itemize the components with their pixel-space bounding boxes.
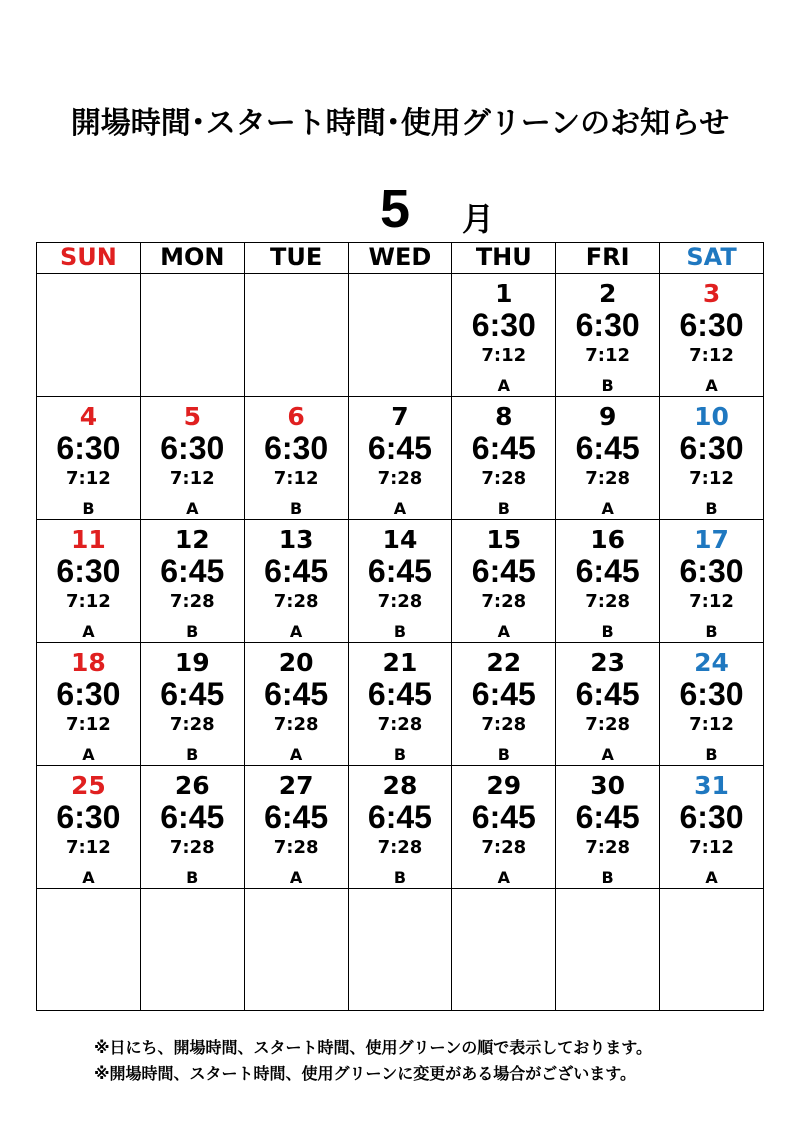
green-label: B [82, 499, 95, 518]
day-number: 5 [183, 402, 201, 431]
weekday-mon: MON [140, 243, 244, 274]
start-time: 7:28 [585, 837, 631, 858]
calendar-day-cell [556, 766, 660, 889]
calendar-day-cell [660, 643, 764, 766]
calendar-day-cell [140, 520, 244, 643]
calendar-day-cell [244, 520, 348, 643]
green-label: A [82, 622, 95, 641]
green-label: A [705, 376, 718, 395]
calendar-empty-cell [660, 889, 764, 1011]
start-time: 7:12 [66, 468, 111, 489]
opening-time: 6:45 [367, 799, 432, 835]
weekday-sat: SAT [660, 243, 764, 274]
month-number: 5 [380, 179, 411, 239]
green-label: B [601, 868, 614, 887]
start-time: 7:28 [169, 714, 215, 735]
opening-time: 6:45 [471, 799, 536, 835]
day-number: 13 [278, 525, 314, 554]
footnote-1: ※日にち、開場時間、スタート時間、使用グリーンの順で表示しております。 [94, 1038, 652, 1057]
day-number: 24 [694, 648, 729, 677]
footnotes [94, 1035, 652, 1087]
calendar-table [36, 242, 764, 1011]
calendar-empty-cell [244, 889, 348, 1011]
weekday-sun: SUN [37, 243, 141, 274]
opening-time: 6:45 [367, 553, 432, 589]
opening-time: 6:45 [264, 553, 329, 589]
day-number: 14 [382, 525, 418, 554]
start-time: 7:28 [481, 714, 527, 735]
day-number: 17 [694, 525, 729, 554]
weekday-thu: THU [452, 243, 556, 274]
calendar-day-cell [452, 520, 556, 643]
calendar-empty-cell [348, 889, 452, 1011]
day-number: 23 [590, 648, 626, 677]
start-time: 7:12 [66, 714, 111, 735]
day-number: 30 [590, 771, 626, 800]
calendar-day-cell [140, 766, 244, 889]
opening-time: 6:30 [575, 307, 640, 343]
day-number: 16 [590, 525, 626, 554]
day-number: 19 [174, 648, 210, 677]
green-label: A [289, 622, 303, 641]
start-time: 7:28 [169, 837, 215, 858]
calendar-day-cell [348, 520, 452, 643]
calendar-day-cell [37, 766, 141, 889]
opening-time: 6:45 [575, 430, 640, 466]
start-time: 7:28 [481, 837, 527, 858]
green-label: A [497, 376, 510, 395]
calendar-empty-cell [37, 274, 141, 397]
day-number: 1 [495, 279, 513, 308]
start-time: 7:12 [169, 468, 215, 489]
green-label: A [82, 868, 95, 887]
opening-time: 6:30 [679, 430, 744, 466]
start-time: 7:28 [585, 714, 631, 735]
calendar-day-cell [348, 397, 452, 520]
start-time: 7:12 [273, 468, 319, 489]
day-number: 10 [694, 402, 729, 431]
calendar-day-cell [556, 520, 660, 643]
opening-time: 6:30 [471, 307, 536, 343]
day-number: 26 [174, 771, 210, 800]
page-title: 開場時間･スタート時間･使用グリーンのお知らせ [70, 106, 730, 141]
green-label: A [289, 868, 303, 887]
start-time: 7:28 [377, 468, 423, 489]
calendar-day-cell [660, 766, 764, 889]
start-time: 7:28 [377, 714, 423, 735]
month-heading [0, 180, 800, 240]
green-label: B [601, 622, 614, 641]
opening-time: 6:30 [56, 676, 121, 712]
opening-time: 6:30 [264, 430, 329, 466]
opening-time: 6:45 [264, 676, 329, 712]
start-time: 7:12 [689, 468, 734, 489]
calendar-day-cell [37, 643, 141, 766]
opening-time: 6:30 [56, 430, 121, 466]
day-number: 31 [694, 771, 729, 800]
opening-time: 6:45 [367, 430, 432, 466]
start-time: 7:12 [481, 345, 527, 366]
green-label: B [497, 499, 510, 518]
opening-time: 6:45 [160, 553, 225, 589]
calendar-day-cell [660, 274, 764, 397]
weekday-tue: TUE [244, 243, 348, 274]
opening-time: 6:30 [56, 553, 121, 589]
day-number: 22 [486, 648, 522, 677]
month-unit: 月 [462, 200, 495, 238]
calendar-week-row [37, 889, 764, 1011]
start-time: 7:28 [585, 591, 631, 612]
green-label: A [82, 745, 95, 764]
calendar-day-cell [244, 643, 348, 766]
green-label: A [601, 499, 614, 518]
opening-time: 6:30 [160, 430, 225, 466]
day-number: 9 [598, 402, 617, 431]
opening-time: 6:45 [575, 799, 640, 835]
green-label: B [705, 745, 718, 764]
start-time: 7:28 [273, 714, 319, 735]
calendar-day-cell [244, 766, 348, 889]
calendar-week-row [37, 520, 764, 643]
calendar-week-row [37, 766, 764, 889]
day-number: 6 [287, 402, 305, 431]
start-time: 7:12 [689, 591, 734, 612]
green-label: A [393, 499, 407, 518]
start-time: 7:28 [481, 591, 527, 612]
calendar-day-cell [140, 643, 244, 766]
calendar-empty-cell [452, 889, 556, 1011]
green-label: B [290, 499, 303, 518]
opening-time: 6:45 [367, 676, 432, 712]
green-label: A [497, 868, 510, 887]
weekday-header-row [37, 243, 764, 274]
start-time: 7:12 [689, 837, 734, 858]
green-label: A [186, 499, 199, 518]
green-label: B [705, 499, 718, 518]
calendar-day-cell [37, 520, 141, 643]
day-number: 18 [71, 648, 106, 677]
day-number: 21 [382, 648, 418, 677]
green-label: B [186, 622, 199, 641]
day-number: 3 [702, 279, 721, 308]
calendar-week-row [37, 643, 764, 766]
opening-time: 6:45 [471, 553, 536, 589]
start-time: 7:12 [689, 345, 734, 366]
start-time: 7:12 [585, 345, 631, 366]
green-label: B [497, 745, 510, 764]
calendar-day-cell [452, 397, 556, 520]
opening-time: 6:30 [56, 799, 121, 835]
calendar-day-cell [452, 643, 556, 766]
start-time: 7:28 [481, 468, 527, 489]
calendar-week-row [37, 397, 764, 520]
day-number: 25 [71, 771, 106, 800]
weekday-wed: WED [348, 243, 452, 274]
green-label: A [289, 745, 303, 764]
day-number: 20 [278, 648, 314, 677]
calendar-day-cell [140, 397, 244, 520]
opening-time: 6:45 [575, 553, 640, 589]
opening-time: 6:45 [160, 676, 225, 712]
green-label: A [497, 622, 510, 641]
day-number: 29 [486, 771, 522, 800]
calendar-day-cell [348, 766, 452, 889]
green-label: B [601, 376, 614, 395]
calendar-day-cell [348, 643, 452, 766]
calendar-day-cell [556, 643, 660, 766]
calendar-day-cell [556, 397, 660, 520]
calendar-day-cell [244, 397, 348, 520]
green-label: B [186, 745, 199, 764]
start-time: 7:12 [689, 714, 734, 735]
start-time: 7:28 [585, 468, 631, 489]
day-number: 12 [174, 525, 210, 554]
calendar-day-cell [556, 274, 660, 397]
green-label: B [393, 868, 407, 887]
opening-time: 6:45 [160, 799, 225, 835]
day-number: 28 [382, 771, 418, 800]
opening-time: 6:45 [264, 799, 329, 835]
opening-time: 6:45 [471, 430, 536, 466]
green-label: B [393, 745, 407, 764]
start-time: 7:28 [377, 591, 423, 612]
day-number: 2 [598, 279, 617, 308]
day-number: 7 [391, 402, 409, 431]
calendar-day-cell [452, 766, 556, 889]
start-time: 7:28 [273, 591, 319, 612]
green-label: B [186, 868, 199, 887]
opening-time: 6:45 [471, 676, 536, 712]
opening-time: 6:30 [679, 553, 744, 589]
day-number: 11 [71, 525, 106, 554]
calendar-day-cell [37, 397, 141, 520]
start-time: 7:28 [377, 837, 423, 858]
green-label: B [705, 622, 718, 641]
start-time: 7:28 [169, 591, 215, 612]
calendar-day-cell [660, 520, 764, 643]
start-time: 7:12 [66, 591, 111, 612]
opening-time: 6:30 [679, 676, 744, 712]
calendar-empty-cell [140, 274, 244, 397]
day-number: 8 [495, 402, 513, 431]
start-time: 7:28 [273, 837, 319, 858]
opening-time: 6:45 [575, 676, 640, 712]
green-label: A [705, 868, 718, 887]
opening-time: 6:30 [679, 307, 744, 343]
day-number: 27 [278, 771, 314, 800]
calendar-week-row [37, 274, 764, 397]
calendar-empty-cell [140, 889, 244, 1011]
calendar-empty-cell [244, 274, 348, 397]
day-number: 15 [486, 525, 522, 554]
calendar-day-cell [452, 274, 556, 397]
weekday-fri: FRI [556, 243, 660, 274]
opening-time: 6:30 [679, 799, 744, 835]
day-number: 4 [79, 402, 98, 431]
calendar-empty-cell [556, 889, 660, 1011]
footnote-2: ※開場時間、スタート時間、使用グリーンに変更がある場合がございます。 [94, 1064, 636, 1083]
calendar-day-cell [660, 397, 764, 520]
calendar-empty-cell [348, 274, 452, 397]
calendar-empty-cell [37, 889, 141, 1011]
start-time: 7:12 [66, 837, 111, 858]
green-label: A [601, 745, 614, 764]
green-label: B [393, 622, 407, 641]
